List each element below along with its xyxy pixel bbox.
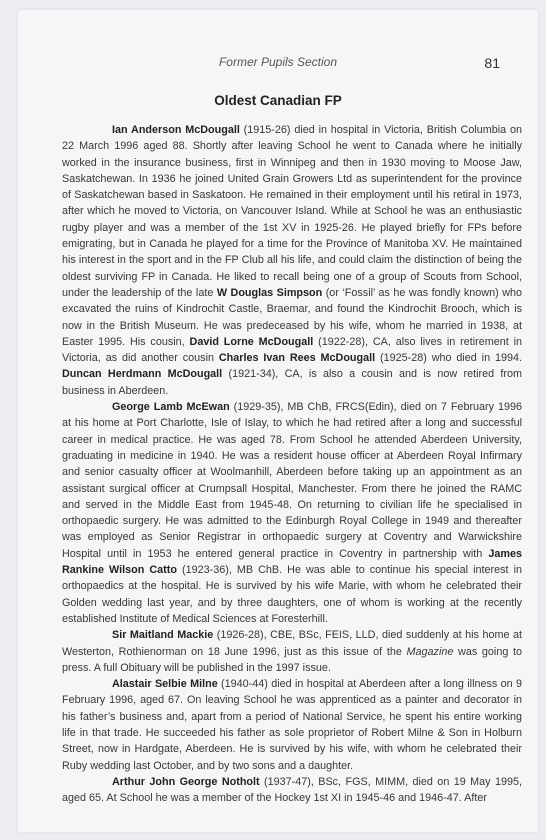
article-body <box>62 122 522 806</box>
paragraph-text: (1915-26) died in hospital in Victoria, British Columbia on 22 March 1996 aged 88. Shortly after leaving School he went to Canada where he initially worked in the insurance business, first in Winnipeg and then in 1930 moving to Moose Jaw, Saskatchewan. In 1936 he joined United Grain Growers Ltd as superintendent for the province of Saskatchewan based in Saskatoon. He remained in their employment until his retiral in 1973, after which he moved to Victoria, on Vancouver Island. While at School he was an enthusiastic rugby player and was a member of the 1st XV in 1925-26. He played briefly for FPs before emigrating, but in Canada he played for a time for the Province of Manitoba XV. He maintained his interest in the sport and in the FP Club all his life, and could claim the distinction of being the oldest surviving FP in Canada. He liked to recall being one of a group of Scouts from School, under the leadership of the late <box>62 124 522 299</box>
obituary-paragraph <box>62 122 522 399</box>
paragraph-text: was going to press. A full Obituary will be published in the 1997 issue. <box>62 645 523 674</box>
page-number: 81 <box>484 55 500 71</box>
obituary-paragraph <box>62 399 522 627</box>
paragraph-text: (1922-28), CA, also lives in retirement in Victoria, as did another cousin <box>62 335 522 365</box>
paragraph-text: (1940-44) died in hospital at Aberdeen after a long illness on 9 February 1996, aged 67. On leaving School he was apprenticed as a painter and decorator in his father’s business and, apart from a period of National Service, he spent his entire working life in that trade. He succeeded his father as sole proprietor of Robert Milne & Son in Holburn Street, now in Hardgate, Aberdeen. He is survived by his wife, with whom he celebrated their Ruby wedding last October, and by two sons and a daughter. <box>62 678 522 772</box>
paragraph-text: (1921-34), CA, is also a cousin and is now retired from business in Aberdeen. <box>62 368 522 397</box>
paragraph-text: (1929-35), MB ChB, FRCS(Edin), died on 7 February 1996 at his home at Port Charlotte, Isle of Islay, to which he had retired after a long and successful career in medical practice. He was aged 78. From School he attended Aberdeen University, graduating in medicine in 1940. He was a resident house officer at Aberdeen Royal Infirmary and senior casualty officer at Woolmanhill, Aberdeen before taking up an appointment as an assistant surgical officer at Crumpsall Hospital, Manchester. From there he joined the RAMC and served in the Middle East from 1945-48. On returning to civilian life he specialised in orthopaedic surgery. He was admitted to the Edinburgh Royal College in 1949 and thereafter was employed as Senior Registrar in orthopaedic surgery at Coventry and Warwickshire Hospital until in 1953 he entered general practice in Coventry in partnership with <box>62 401 523 560</box>
article-title: Oldest Canadian FP <box>214 93 342 108</box>
obituary-paragraph <box>62 676 522 774</box>
paragraph-text: (1926-28), CBE, BSc, FEIS, LLD, died suddenly at his home at Westerton, Rothienorman on 18 June 1996, just as this issue of the <box>62 629 522 658</box>
publication-title: Magazine <box>406 645 454 658</box>
person-name: James Rankine Wilson Catto <box>62 547 522 577</box>
paragraph-text: (1925-28) who died in 1994. <box>375 352 522 365</box>
person-name: Alastair Selbie Milne <box>112 678 218 691</box>
person-name: George Lamb McEwan <box>112 401 230 414</box>
paragraph-text: (1937-47), BSc, FGS, MIMM, died on 19 May 1995, aged 65. At School he was a member of the Hockey 1st XI in 1945-46 and 1946-47. After <box>62 775 522 805</box>
person-name: Sir Maitland Mackie <box>112 629 214 642</box>
person-name: Arthur John George Notholt <box>112 775 260 788</box>
obituary-paragraph <box>62 774 522 807</box>
obituary-paragraph <box>62 627 522 676</box>
person-name: David Lorne McDougall <box>189 335 314 348</box>
paragraph-text: (or ‘Fossil’ as he was fondly known) who excavated the ruins of Kindrochit Castle, Braemar, and found the Kindrochit Brooch, which is now in the British Museum. He was predeceased by his wife, whom he married in 1938, at Easter 1995. His cousin, <box>62 286 522 348</box>
running-header <box>18 55 538 75</box>
person-name: Charles Ivan Rees McDougall <box>218 352 376 365</box>
paragraph-text: (1923-36), MB ChB. He was able to continue his special interest in orthopaedics at the hospital. He is survived by his wife Marie, with whom he celebrated their Golden wedding last year, and by three daughters, one of whom is working at the recently established Institute of Medical Sciences at Foresterhill. <box>62 564 522 625</box>
section-title: Former Pupils Section <box>218 55 338 69</box>
document-page <box>18 10 538 832</box>
person-name: Ian Anderson McDougall <box>112 124 240 136</box>
person-name: Duncan Herdmann McDougall <box>62 368 223 381</box>
person-name: W Douglas Simpson <box>216 286 323 299</box>
